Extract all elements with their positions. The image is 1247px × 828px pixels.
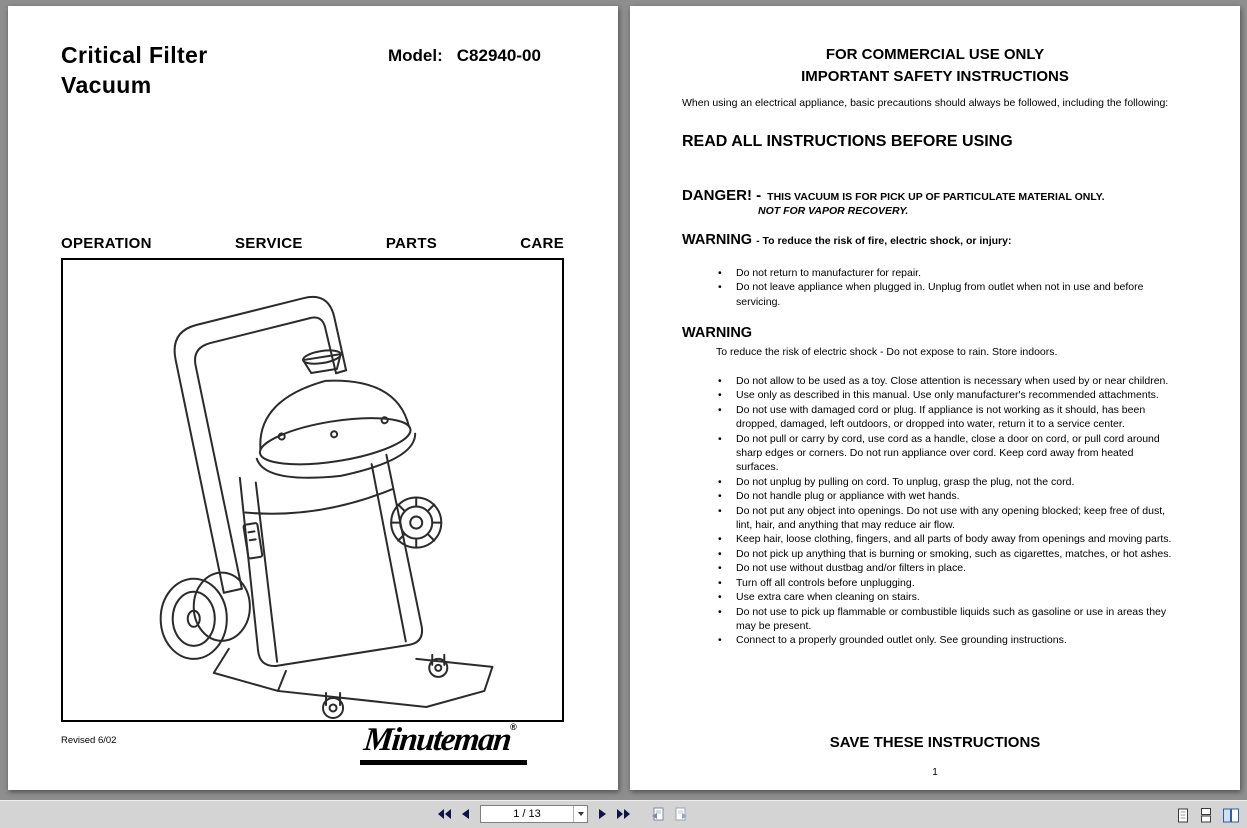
facing-pages-layout-button[interactable] xyxy=(1220,806,1242,825)
model-label: Model: xyxy=(388,46,443,65)
warning-1-heading xyxy=(682,232,1011,248)
product-illustration-frame xyxy=(61,258,564,722)
list-item: • Do not use without dustbag and/or filters in place. xyxy=(716,561,1174,575)
list-item: • Do not leave appliance when plugged in. Unplug from outlet when not in use and before servicing. xyxy=(716,280,1168,309)
list-item: • Do not put any object into openings. Do not use with any opening blocked; keep free of dust, lint, hair, and anything that may reduce air flow. xyxy=(716,504,1174,533)
list-item: • Do not use with damaged cord or plug. If appliance is not working as it should, has been dropped, damaged, left outdoors, or dropped into water, return it to a service center. xyxy=(716,403,1174,432)
list-item: • Do not pull or carry by cord, use cord as a handle, close a door on cord, or pull cord around sharp edges or corners. Do not run appliance over cord. Keep cord away from heated surfaces. xyxy=(716,432,1174,475)
first-page-button[interactable] xyxy=(434,806,455,822)
facing-pages-layout-icon xyxy=(1223,808,1239,823)
warning-1-label: WARNING xyxy=(682,232,753,248)
warning-2-label: WARNING xyxy=(682,325,753,341)
revision-note: Revised 6/02 xyxy=(61,735,117,746)
list-item: • Do not allow to be used as a toy. Close attention is necessary when used by or near children. xyxy=(716,374,1174,388)
danger-text: THIS VACUUM IS FOR PICK UP OF PARTICULATE MATERIAL ONLY. xyxy=(767,191,1105,203)
page-number: 1 xyxy=(932,767,938,778)
header-parts: PARTS xyxy=(385,235,438,252)
warning-1-text: - To reduce the risk of fire, electric shock, or injury: xyxy=(756,235,1012,247)
pdf-viewer-toolbar xyxy=(0,800,1247,828)
safety-instructions-heading: IMPORTANT SAFETY INSTRUCTIONS xyxy=(801,68,1069,85)
danger-emphasis: NOT FOR VAPOR RECOVERY. xyxy=(758,205,909,217)
single-page-layout-icon xyxy=(1177,808,1189,823)
model-value: C82940-00 xyxy=(456,46,541,65)
next-view-button[interactable] xyxy=(671,805,691,823)
next-page-button[interactable] xyxy=(595,806,610,822)
read-all-heading: READ ALL INSTRUCTIONS BEFORE USING xyxy=(682,133,1013,150)
next-page-icon xyxy=(598,808,607,820)
list-item: • Turn off all controls before unplugging. xyxy=(716,576,1174,590)
document-title xyxy=(61,40,208,100)
last-page-button[interactable] xyxy=(613,806,634,822)
warning-2-intro: To reduce the risk of electric shock - Do not expose to rain. Store indoors. xyxy=(716,346,1058,358)
title-line-1: Critical Filter xyxy=(61,42,208,68)
previous-view-icon xyxy=(651,807,665,821)
list-item: • Do not return to manufacturer for repair. xyxy=(716,266,1168,280)
commercial-use-heading: FOR COMMERCIAL USE ONLY xyxy=(825,46,1045,63)
previous-page-icon xyxy=(461,808,470,820)
header-service: SERVICE xyxy=(234,235,303,252)
single-page-layout-button[interactable] xyxy=(1174,806,1192,825)
continuous-layout-icon xyxy=(1200,808,1212,823)
vacuum-illustration xyxy=(63,260,562,720)
list-item: • Do not pick up anything that is burning or smoking, such as cigarettes, matches, or hot ashes. xyxy=(716,547,1174,561)
manual-cover-page xyxy=(8,6,618,790)
safety-instructions-page xyxy=(630,6,1240,790)
last-page-icon xyxy=(616,808,631,820)
save-instructions-heading: SAVE THESE INSTRUCTIONS xyxy=(829,734,1041,751)
intro-paragraph: When using an electrical appliance, basic precautions should always be followed, including the following: xyxy=(682,97,1169,109)
minuteman-logo xyxy=(360,722,527,765)
first-page-icon xyxy=(437,808,452,820)
page-navigation-controls xyxy=(434,805,691,823)
list-item: • Do not handle plug or appliance with wet hands. xyxy=(716,489,1174,503)
warning-2-heading xyxy=(682,324,756,342)
danger-label: DANGER! - xyxy=(682,187,762,204)
continuous-layout-button[interactable] xyxy=(1197,806,1215,825)
header-operation: OPERATION xyxy=(61,235,152,252)
brand-name: Minuteman xyxy=(362,722,513,758)
list-item: • Do not use to pick up flammable or combustible liquids such as gasoline or use in areas they may be present. xyxy=(716,605,1174,634)
model-number xyxy=(388,46,541,66)
danger-section xyxy=(682,187,1182,217)
page-number-combo[interactable] xyxy=(480,805,588,823)
warning-2-bullet-list xyxy=(716,374,1174,648)
next-view-icon xyxy=(674,807,688,821)
page-layout-controls xyxy=(1174,806,1242,825)
list-item: • Use extra care when cleaning on stairs. xyxy=(716,590,1174,604)
warning-1-bullet-list xyxy=(716,266,1168,309)
list-item: • Use only as described in this manual. Use only manufacturer's recommended attachments. xyxy=(716,388,1174,402)
list-item: • Do not unplug by pulling on cord. To unplug, grasp the plug, not the cord. xyxy=(716,475,1174,489)
list-item: • Connect to a properly grounded outlet only. See grounding instructions. xyxy=(716,633,1174,647)
registered-mark: ® xyxy=(510,722,517,732)
page-dropdown-button[interactable] xyxy=(573,806,587,822)
chevron-down-icon xyxy=(578,812,584,816)
header-care: CARE xyxy=(520,235,564,252)
title-line-2: Vacuum xyxy=(61,72,152,98)
previous-page-button[interactable] xyxy=(458,806,473,822)
list-item: • Keep hair, loose clothing, fingers, and all parts of body away from openings and moving parts. xyxy=(716,532,1174,546)
page-indicator[interactable]: 1 / 13 xyxy=(513,808,541,820)
previous-view-button[interactable] xyxy=(648,805,668,823)
cover-section-headers xyxy=(61,235,564,252)
